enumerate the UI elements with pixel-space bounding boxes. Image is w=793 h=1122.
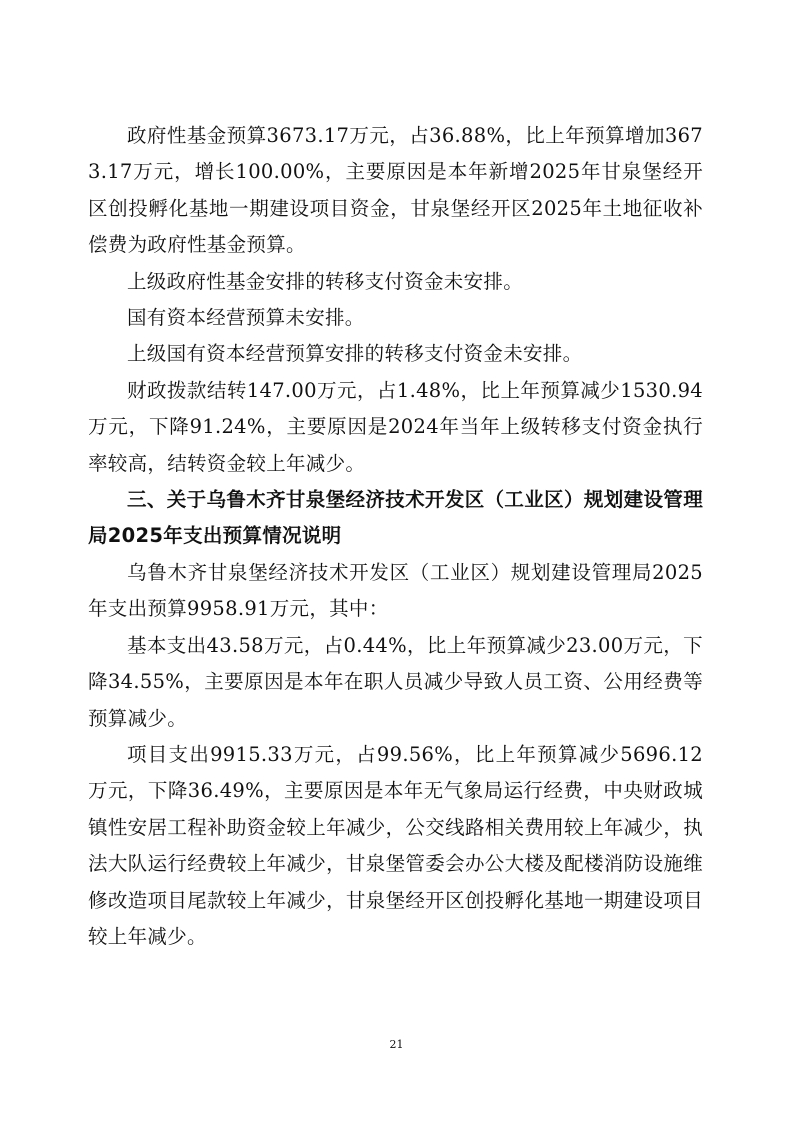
paragraph-superior-state-capital-transfer: 上级国有资本经营预算安排的转移支付资金未安排。: [127, 342, 583, 366]
page-content: [88, 118, 703, 955]
paragraph-total-expenditure: 乌鲁木齐甘泉堡经济技术开发区（工业区）规划建设管理局2025年支出预算9958.91万元，其中：: [88, 560, 703, 621]
paragraph-government-fund-budget: 政府性基金预算3673.17万元，占36.88%，比上年预算增加3673.17万元，增长100.00%，主要原因是本年新增2025年甘泉堡经开区创投孵化基地一期建设项目资金，甘泉堡经开区2025年土地征收补偿费为政府性基金预算。: [88, 124, 703, 257]
paragraph-basic-expenditure: 基本支出43.58万元，占0.44%，比上年预算减少23.00万元，下降34.55%，主要原因是本年在职人员减少导致人员工资、公用经费等预算减少。: [88, 633, 703, 730]
page-number: 21: [389, 1038, 404, 1051]
paragraph-project-expenditure: 项目支出9915.33万元，占99.56%，比上年预算减少5696.12万元，下降36.49%，主要原因是本年无气象局运行经费，中央财政城镇性安居工程补助资金较上年减少，公交线路相关费用较上年减少，执法大队运行经费较上年减少，甘泉堡管委会办公大楼及配楼消防设施维修改造项目尾款较上年减少，甘泉堡经开区创投孵化基地一期建设项目较上年减少。: [88, 742, 703, 948]
paragraph-superior-fund-transfer: 上级政府性基金安排的转移支付资金未安排。: [127, 269, 524, 293]
paragraph-state-capital-budget: 国有资本经营预算未安排。: [127, 306, 365, 330]
paragraph-carryover-funds: 财政拨款结转147.00万元，占1.48%，比上年预算减少1530.94万元，下降91.24%，主要原因是2024年当年上级转移支付资金执行率较高，结转资金较上年减少。: [88, 378, 703, 475]
section-heading: 三、关于乌鲁木齐甘泉堡经济技术开发区（工业区）规划建设管理局2025年支出预算情况说明: [88, 488, 703, 548]
